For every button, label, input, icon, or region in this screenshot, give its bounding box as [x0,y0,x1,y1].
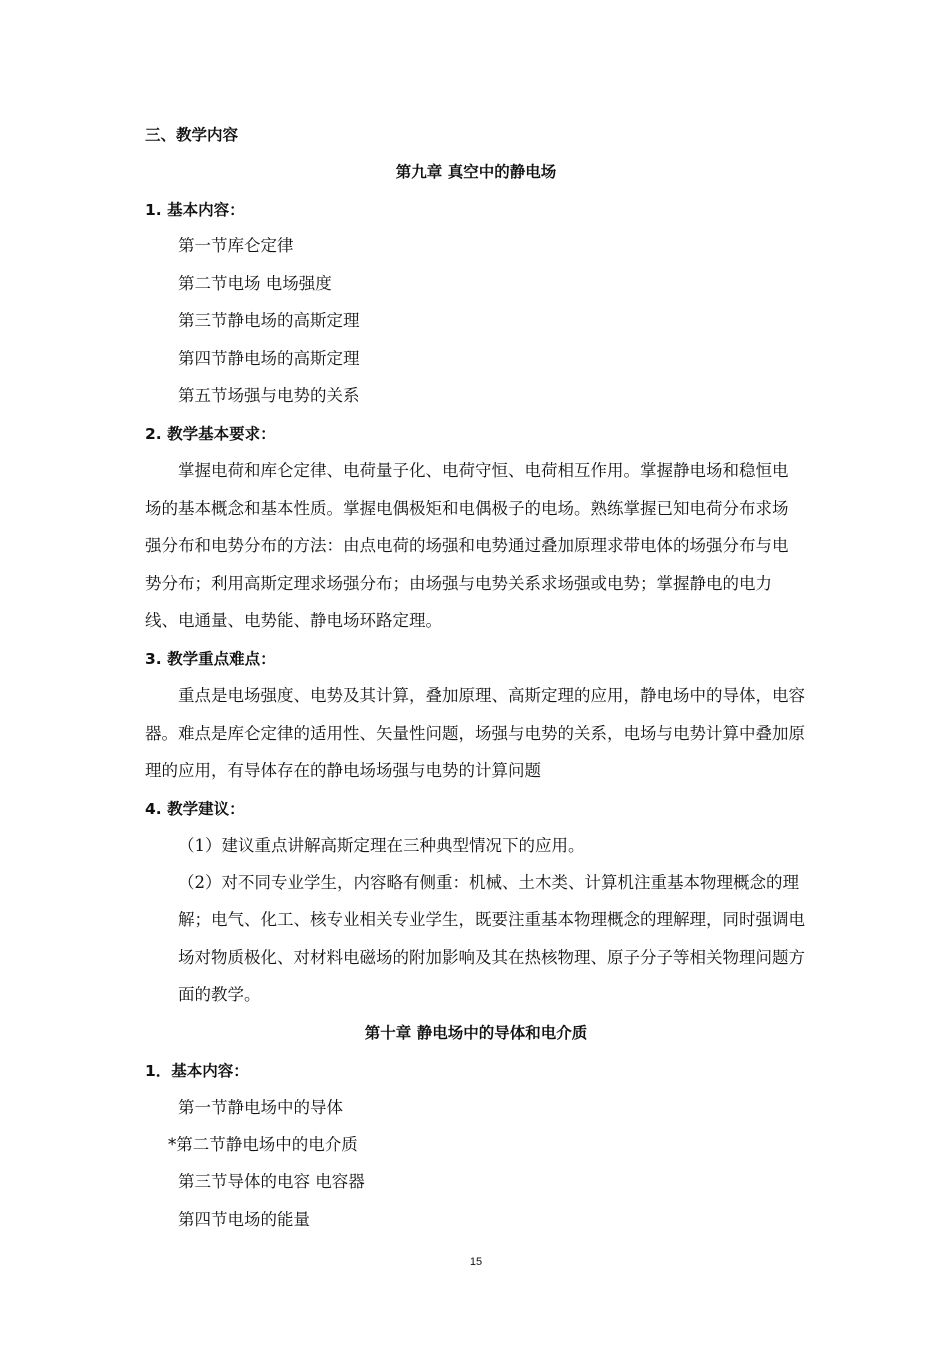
ch9-requirements-line: 掌握电荷和库仑定律、电荷量子化、电荷守恒、电荷相互作用。掌握静电场和稳恒电 [178,461,789,480]
ch10-section-item: 第一节静电场中的导体 [178,1098,343,1117]
ch9-advice-line: 场对物质极化、对材料电磁场的附加影响及其在热核物理、原子分子等相关物理问题方 [178,948,805,967]
ch10-section-item: *第二节静电场中的电介质 [168,1135,358,1154]
ch9-requirements-line: 势分布；利用高斯定理求场强分布；由场强与电势关系求场强或电势；掌握静电的电力 [145,574,772,593]
page-number: 15 [469,1256,483,1268]
ch10-section-item: 第四节电场的能量 [178,1210,310,1229]
ch9-requirements-line: 线、电通量、电势能、静电场环路定理。 [145,611,442,630]
ch9-basic-content-heading: 1. 基本内容： [145,201,245,219]
ch9-advice-line: 解；电气、化工、核专业相关专业学生，既要注重基本物理概念的理解理，同时强调电 [178,910,805,929]
ch10-basic-content-heading: 1．基本内容： [145,1062,249,1080]
ch9-requirements-line: 场的基本概念和基本性质。掌握电偶极矩和电偶极子的电场。熟练掌握已知电荷分布求场 [145,499,789,518]
ch9-section-item: 第四节静电场的高斯定理 [178,349,360,368]
ch9-key-points-heading: 3. 教学重点难点： [145,650,276,668]
ch9-section-item: 第一节库仑定律 [178,236,294,255]
ch9-advice-line: （2）对不同专业学生，内容略有侧重：机械、土木类、计算机注重基本物理概念的理 [178,873,799,892]
ch9-advice-heading: 4. 教学建议： [145,800,245,818]
ch9-key-points-line: 理的应用，有导体存在的静电场场强与电势的计算问题 [145,761,541,780]
ch9-section-item: 第三节静电场的高斯定理 [178,311,360,330]
ch9-section-item: 第五节场强与电势的关系 [178,386,360,405]
chapter-9-title: 第九章 真空中的静电场 [395,163,557,181]
ch9-advice-line: （1）建议重点讲解高斯定理在三种典型情况下的应用。 [178,836,585,855]
section-heading: 三、教学内容 [145,126,239,144]
ch9-advice-line: 面的教学。 [178,985,261,1004]
ch9-requirements-heading: 2. 教学基本要求： [145,425,276,443]
ch9-section-item: 第二节电场 电场强度 [178,274,332,293]
ch9-requirements-line: 强分布和电势分布的方法：由点电荷的场强和电势通过叠加原理求带电体的场强分布与电 [145,536,789,555]
ch9-key-points-line: 器。难点是库仑定律的适用性、矢量性问题，场强与电势的关系，电场与电势计算中叠加原 [145,724,805,743]
chapter-10-title: 第十章 静电场中的导体和电介质 [364,1024,588,1042]
ch10-section-item: 第三节导体的电容 电容器 [178,1172,365,1191]
ch9-key-points-line: 重点是电场强度、电势及其计算，叠加原理、高斯定理的应用，静电场中的导体，电容 [178,686,805,705]
